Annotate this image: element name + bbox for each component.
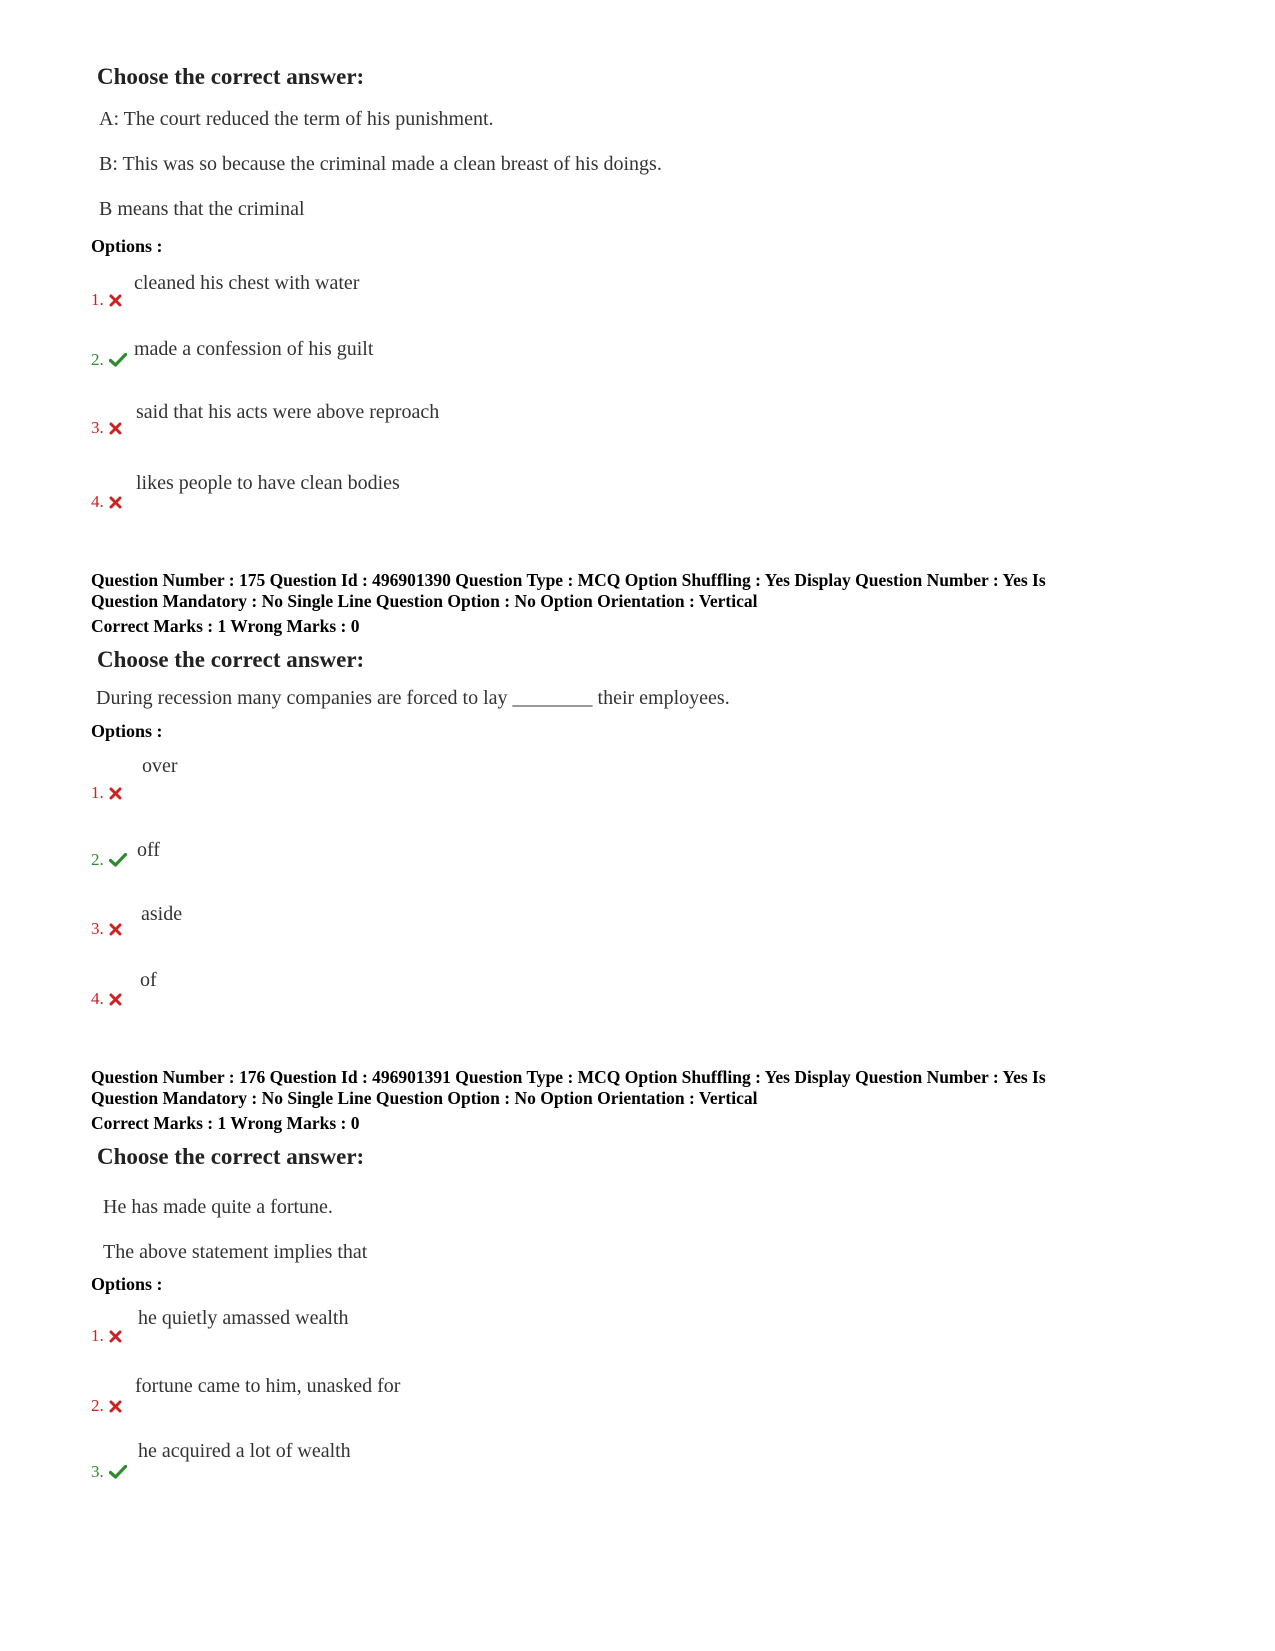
q174-heading: Choose the correct answer: [97, 64, 365, 89]
checkmark-icon [109, 1464, 127, 1484]
q176-meta-line-2: Question Mandatory : No Single Line Question Option : No Option Orientation : Vertical [91, 1088, 758, 1108]
q174-option-1-number [91, 290, 122, 312]
option-number: 3. [91, 1462, 104, 1481]
q174-option-4-text: likes people to have clean bodies [136, 472, 400, 494]
q175-meta-line-1: Question Number : 175 Question Id : 496901390 Question Type : MCQ Option Shuffling : Yes Display Question Number : Yes Is [91, 570, 1046, 590]
q174-option-2-number [91, 350, 127, 372]
option-number: 3. [91, 919, 104, 938]
q175-option-2-text: off [137, 839, 160, 861]
q175-option-3-number [91, 919, 122, 941]
q176-option-2-number [91, 1396, 122, 1418]
option-number: 1. [91, 783, 104, 802]
q176-option-1-number [91, 1326, 122, 1348]
q176-option-2-text: fortune came to him, unasked for [135, 1375, 401, 1397]
cross-icon [109, 292, 122, 312]
q174-statement-c: B means that the criminal [99, 198, 305, 220]
q176-marks: Correct Marks : 1 Wrong Marks : 0 [91, 1113, 360, 1133]
q176-statement-a: He has made quite a fortune. [103, 1196, 333, 1218]
option-number: 3. [91, 418, 104, 437]
cross-icon [109, 494, 122, 514]
q176-statement-b: The above statement implies that [103, 1241, 368, 1263]
q176-heading: Choose the correct answer: [97, 1144, 365, 1169]
option-number: 2. [91, 1396, 104, 1415]
q174-statement-b: B: This was so because the criminal made a clean breast of his doings. [99, 153, 662, 175]
q175-option-3-text: aside [141, 903, 183, 925]
cross-icon [109, 420, 122, 440]
cross-icon [109, 991, 122, 1011]
q176-option-1-text: he quietly amassed wealth [138, 1307, 349, 1329]
q175-stem: During recession many companies are forced to lay ________ their employees. [96, 687, 730, 709]
q174-option-1-text: cleaned his chest with water [134, 272, 360, 294]
q176-meta-line-1: Question Number : 176 Question Id : 496901391 Question Type : MCQ Option Shuffling : Yes Display Question Number : Yes Is [91, 1067, 1046, 1087]
q174-options-label: Options : [91, 236, 163, 256]
q175-option-4-text: of [140, 969, 157, 991]
option-number: 4. [91, 492, 104, 511]
q175-heading: Choose the correct answer: [97, 647, 365, 672]
q175-option-1-number [91, 783, 122, 805]
checkmark-icon [109, 852, 127, 872]
option-number: 2. [91, 850, 104, 869]
q174-option-2-text: made a confession of his guilt [134, 338, 374, 360]
cross-icon [109, 1398, 122, 1418]
q175-options-label: Options : [91, 721, 163, 741]
q174-statement-a: A: The court reduced the term of his punishment. [99, 108, 494, 130]
q176-option-3-text: he acquired a lot of wealth [138, 1440, 351, 1462]
q176-options-label: Options : [91, 1274, 163, 1294]
option-number: 4. [91, 989, 104, 1008]
q175-option-2-number [91, 850, 127, 872]
checkmark-icon [109, 352, 127, 372]
cross-icon [109, 1328, 122, 1348]
q174-option-4-number [91, 492, 122, 514]
q174-option-3-number [91, 418, 122, 440]
cross-icon [109, 785, 122, 805]
q175-marks: Correct Marks : 1 Wrong Marks : 0 [91, 616, 360, 636]
q175-option-4-number [91, 989, 122, 1011]
option-number: 1. [91, 290, 104, 309]
q175-option-1-text: over [142, 755, 178, 777]
option-number: 1. [91, 1326, 104, 1345]
option-number: 2. [91, 350, 104, 369]
cross-icon [109, 921, 122, 941]
q174-option-3-text: said that his acts were above reproach [136, 401, 440, 423]
q176-option-3-number [91, 1462, 127, 1484]
q175-meta-line-2: Question Mandatory : No Single Line Question Option : No Option Orientation : Vertical [91, 591, 758, 611]
